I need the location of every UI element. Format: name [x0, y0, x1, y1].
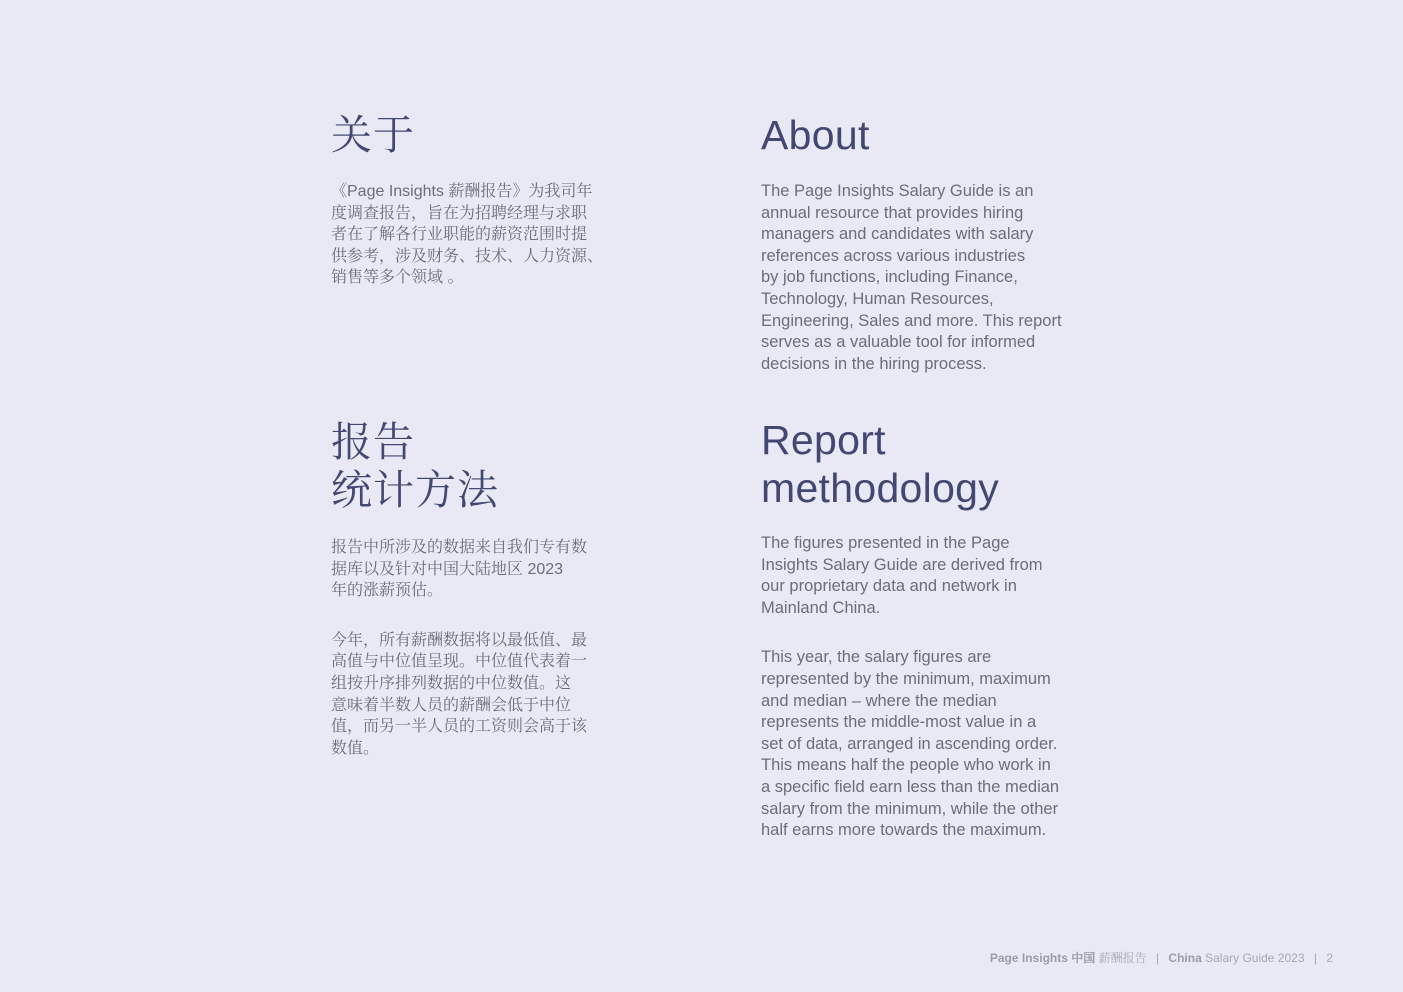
about-body-en-line: Technology, Human Resources,	[761, 289, 994, 308]
footer-guide-title: Salary Guide 2023	[1205, 951, 1305, 965]
methodology-heading-cn-line: 统计方法	[331, 467, 499, 513]
methodology-p2-cn-line: 组按升序排列数据的中位数值。这	[331, 674, 572, 692]
about-section-cn	[331, 111, 603, 289]
methodology-heading-cn	[331, 418, 587, 514]
about-heading-cn: 关于	[331, 112, 415, 158]
about-heading-en: About	[761, 112, 870, 158]
methodology-p1-cn-line: 报告中所涉及的数据来自我们专有数	[331, 539, 588, 556]
methodology-p1-en-line: our proprietary data and network in	[761, 577, 1017, 596]
about-body-en-line: decisions in the hiring process.	[761, 354, 987, 373]
about-section-en	[761, 111, 1062, 375]
about-body-cn-line: 者在了解各行业职能的薪资范围时提	[331, 226, 588, 244]
methodology-p2-cn-line: 意味着半数人员的薪酬会低于中位	[331, 696, 572, 714]
methodology-section-en	[761, 416, 1059, 842]
about-body-cn-line: 《Page Insights 薪酬报告》为我司年	[331, 183, 593, 200]
methodology-p2-en-line: a specific field earn less than the median	[761, 777, 1060, 796]
methodology-p2-cn-line: 高值与中位值呈现。中位值代表着一	[331, 653, 588, 671]
about-body-en-line: annual resource that provides hiring	[761, 203, 1024, 222]
about-body-cn	[331, 181, 603, 289]
about-body-en-line: Engineering, Sales and more. This report	[761, 311, 1062, 330]
methodology-p2-en-line: represented by the minimum, maximum	[761, 669, 1051, 688]
about-body-en-line: references across various industries	[761, 246, 1026, 265]
methodology-section-cn	[331, 418, 587, 759]
methodology-p2-cn-line: 今年，所有薪酬数据将以最低值、最	[331, 631, 588, 649]
about-body-cn-line: 供参考，涉及财务、技术、人力资源、	[331, 247, 604, 265]
footer-brand-subtitle: 薪酬报告	[1098, 951, 1147, 965]
methodology-paragraph-1-en	[761, 533, 1059, 619]
methodology-p1-cn-line: 据库以及针对中国大陆地区 2023	[331, 560, 564, 578]
methodology-p2-en-line: and median – where the median	[761, 691, 997, 710]
methodology-p2-cn-line: 数值。	[331, 739, 380, 757]
methodology-heading-en-line: Report	[761, 417, 886, 463]
footer-separator: |	[1313, 951, 1317, 965]
methodology-heading-en	[761, 416, 1059, 512]
methodology-p2-en-line: salary from the minimum, while the other	[761, 799, 1059, 818]
about-body-en-line: by job functions, including Finance,	[761, 268, 1018, 287]
about-body-en-line: The Page Insights Salary Guide is an	[761, 182, 1034, 200]
footer-brand: Page Insights 中国	[989, 951, 1096, 965]
methodology-p2-en-line: represents the middle-most value in a	[761, 713, 1037, 732]
about-body-cn-line: 销售等多个领域 。	[331, 269, 464, 287]
page-number: 2	[1326, 951, 1333, 965]
about-body-en-line: managers and candidates with salary	[761, 225, 1034, 244]
methodology-paragraph-2-cn	[331, 630, 587, 760]
methodology-heading-en-line: methodology	[761, 465, 1000, 511]
page-footer	[990, 949, 1333, 966]
methodology-paragraph-2-en	[761, 647, 1059, 841]
footer-country: China	[1168, 951, 1202, 965]
methodology-p1-en-line: The figures presented in the Page	[761, 534, 1010, 552]
methodology-paragraph-1-cn	[331, 537, 587, 602]
methodology-p1-en-line: Mainland China.	[761, 598, 881, 617]
about-body-en	[761, 181, 1062, 375]
methodology-p2-en-line: This means half the people who work in	[761, 756, 1051, 775]
about-body-en-line: serves as a valuable tool for informed	[761, 333, 1036, 352]
methodology-heading-cn-line: 报告	[331, 419, 415, 465]
methodology-p2-en-line: This year, the salary figures are	[761, 648, 992, 667]
methodology-p2-en-line: half earns more towards the maximum.	[761, 821, 1047, 840]
methodology-p2-cn-line: 值，而另一半人员的工资则会高于该	[331, 718, 588, 736]
footer-separator: |	[1155, 951, 1160, 965]
methodology-p1-cn-line: 年的涨薪预估。	[331, 582, 444, 600]
methodology-p2-en-line: set of data, arranged in ascending order.	[761, 734, 1058, 753]
methodology-p1-en-line: Insights Salary Guide are derived from	[761, 555, 1043, 574]
about-body-cn-line: 度调查报告，旨在为招聘经理与求职	[331, 204, 588, 222]
